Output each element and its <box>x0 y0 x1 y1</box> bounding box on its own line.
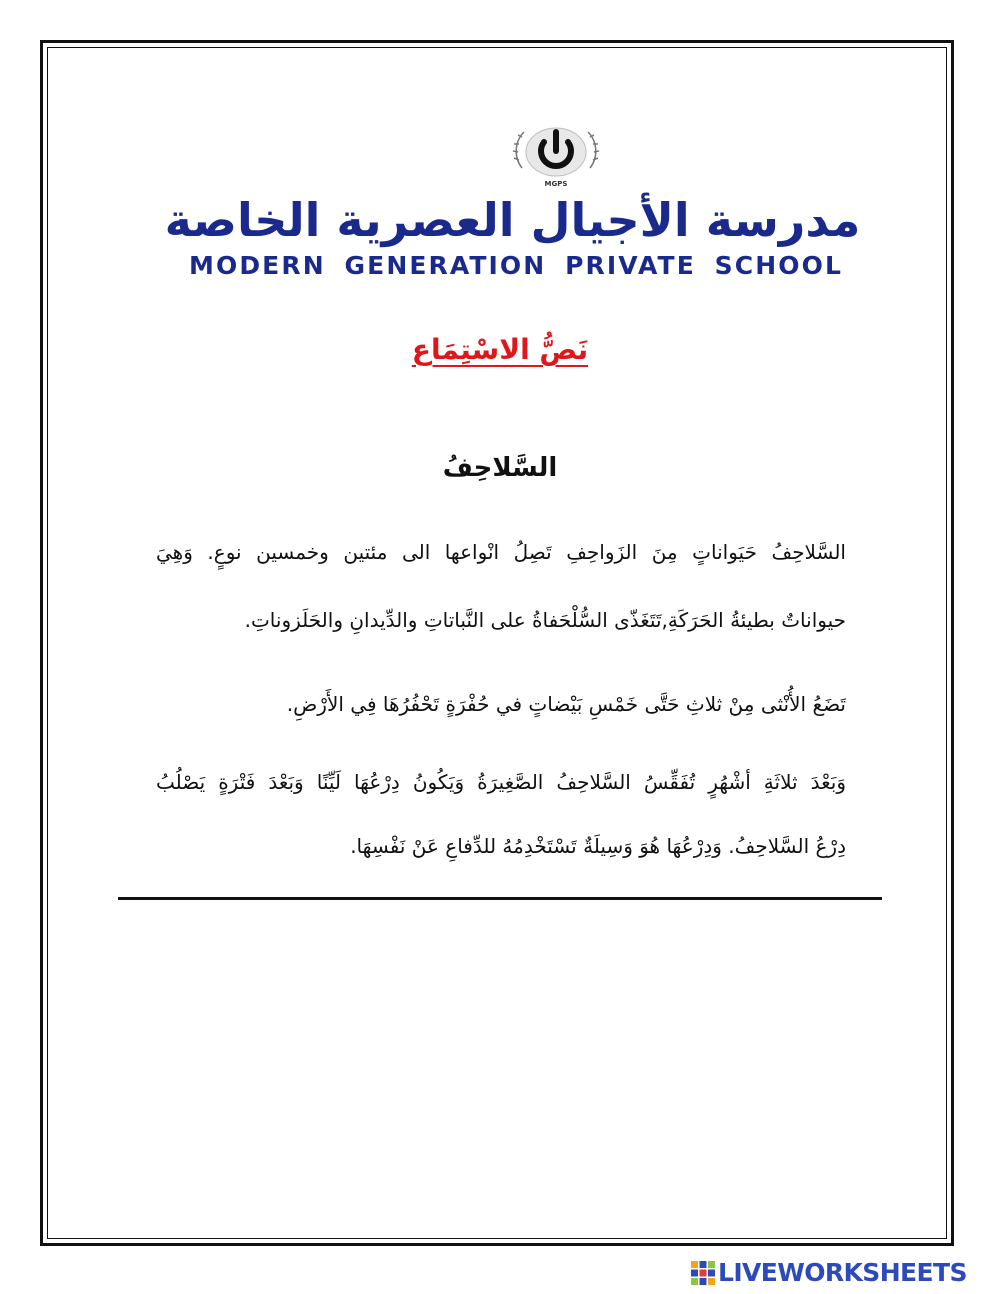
section-title: نَصُّ الاسْتِمَاع <box>411 333 589 366</box>
liveworksheets-brand[interactable] <box>690 1256 967 1290</box>
school-name-english: MODERN GENERATION PRIVATE SCHOOL <box>188 251 843 280</box>
horizontal-divider <box>118 897 882 900</box>
paragraph-line-3: تَضَعُ الأُنْثى مِنْ ثلاثِ حَتَّى خَمْسِ بَيْضاتٍ في حُفْرَةٍ تَحْفُرُهَا فِي الأَرْضِ. <box>286 692 846 716</box>
paragraph-line-2: حيواناتٌ بطيئةُ الحَرَكَةِ,تَتَغَذّى السُّلْحَفاةُ على النَّباتاتِ والدِّيدانِ والحَلَزوناتِ. <box>244 608 846 632</box>
liveworksheets-logo-icon <box>690 1260 716 1286</box>
school-emblem-power-icon <box>508 124 604 188</box>
emblem-caption: MGPS <box>544 180 568 188</box>
liveworksheets-brand-text: LIVEWORKSHEETS <box>718 1258 967 1287</box>
paragraph-line-5: دِرْعُ السَّلاحِفُ. وَدِرْعُهَا هُوَ وَسِيلَةٌ تَسْتَخْدِمُهُ للدِّفاعِ عَنْ نَفْسِهَا. <box>350 834 846 858</box>
paragraph-line-4: وَبَعْدَ ثلاثَةِ أشْهُرٍ تُفَقِّسُ السَّلاحِفُ الصَّغِيرَةُ وَيَكُونُ دِرْعُهَا لَيِّنًا وَبَعْدَ فَتْرَةٍ يَصْلُبُ <box>156 770 846 794</box>
reading-title: السَّلاحِفُ <box>442 453 558 483</box>
school-name-arabic: مدرسة الأجيال العصرية الخاصة <box>164 193 861 247</box>
paragraph-line-1: السَّلاحِفُ حَيَواناتٍ مِنَ الزَواحِفِ تَصِلُ انْواعها الى مئتين وخمسين نوعٍ. وَهِيَ <box>156 540 846 564</box>
